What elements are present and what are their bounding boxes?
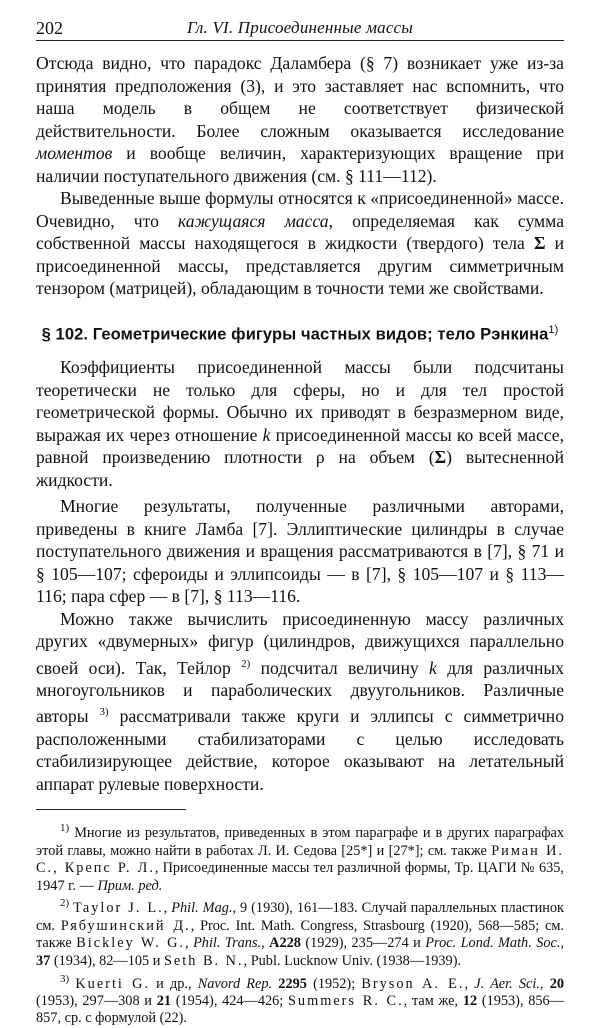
- text-run: Σ: [435, 447, 447, 467]
- text-run: 21: [157, 993, 171, 1009]
- text-run: 3): [100, 706, 109, 718]
- paragraph-coefficients: [36, 356, 564, 491]
- text-run: , Proc. Int. Math. Congress, Strasbourg (1920), 568—585; см. также: [36, 918, 564, 952]
- text-run: Многие результаты, полученные различными авторами, приведены в книге Ламба [7]. Эллиптические цилиндры в случае поступательного движения и вращения рассматриваются в [7], § 71 и § 105—107; сфероиды и эллипсоиды — в [7], § 105—107 и § 113—116; пара сфер — в [7], § 113—116.: [36, 496, 564, 606]
- text-run: (1954), 424—426;: [171, 993, 288, 1009]
- page-number: 202: [36, 18, 63, 39]
- text-run: и присоединенной массы, представляется другим симметричным тензором (матрицей), обладающим в точности теми же свойствами.: [36, 233, 564, 298]
- paragraph-apparent-mass: [36, 187, 564, 300]
- text-run: Риман И. С., Крепс Р. Л.: [36, 843, 564, 877]
- text-run: (1953), 297—308 и: [36, 993, 157, 1009]
- text-run: 2): [60, 897, 69, 909]
- footnote-2: [36, 895, 564, 970]
- paragraph-lamb-results: [36, 495, 564, 608]
- text-run: рассматривали также круги и эллипсы с симметрично расположенными стабилизаторами с целью исследовать стабилизирующее действие, которое оказывают на летательный аппарат рулевые поверхности.: [36, 706, 564, 794]
- text-run: ,: [560, 935, 564, 951]
- text-run: ,: [261, 935, 269, 951]
- text-run: и вообще величин, характеризующих вращение при наличии поступательного движения (см. § 111—112).: [36, 143, 564, 186]
- running-head: Гл. VI. Присоединенные массы: [36, 18, 564, 38]
- text-run: кажущаяся масса: [178, 211, 329, 231]
- footnote-3: [36, 971, 564, 1028]
- text-run: (1952);: [307, 975, 361, 991]
- text-run: J. Aer. Sci.: [474, 975, 540, 991]
- text-run: Phil. Trans.: [193, 935, 261, 951]
- text-run: Proc. Lond. Math. Soc.: [425, 935, 560, 951]
- text-run: (1929), 235—274 и: [301, 935, 425, 951]
- page-header: [36, 18, 564, 41]
- text-run: моментов: [36, 143, 112, 163]
- text-run: 2): [241, 658, 250, 670]
- text-run: Seth B. N.: [164, 953, 244, 969]
- text-run: и др.,: [150, 975, 198, 991]
- text-run: 2295: [278, 975, 307, 991]
- text-run: Kuerti G.: [75, 975, 150, 991]
- text-run: A228: [269, 935, 301, 951]
- text-run: ,: [185, 935, 193, 951]
- text-run: , Присоединенные массы тел различной формы, Тр. ЦАГИ № 635, 1947 г. —: [36, 860, 564, 894]
- text-run: 1): [60, 822, 69, 834]
- text-run: Bickley W. G.: [76, 935, 185, 951]
- page-body: [36, 52, 564, 1028]
- text-run: 3): [60, 973, 69, 985]
- text-run: , 9 (1930), 161—183. Случай параллельных пластинок см.: [36, 900, 564, 934]
- footnote-divider: [36, 809, 186, 810]
- text-run: ) вытесненной жидкости.: [36, 447, 564, 490]
- text-run: Прим. ред.: [97, 878, 162, 894]
- text-run: Phil. Mag.: [171, 900, 232, 916]
- text-run: Отсюда видно, что парадокс Даламбера (§ 7) возникает уже из-за принятия предположения (3), и это заставляет нас вспомнить, что наша модель в общем не соответствует физической действительности. Более сложным оказывается исследование: [36, 53, 564, 141]
- text-run: Можно также вычислить присоединенную массу различных других «двумерных» фигур (цилиндров, движущихся параллельно своей оси). Так, Тейлор: [36, 609, 564, 678]
- text-run: ,: [164, 900, 172, 916]
- text-run: Многие из результатов, приведенных в этом параграфе и в других параграфах этой главы, можно найти в работах Л. И. Седова [25*] и [27*]; см. также: [36, 825, 564, 859]
- text-run: Bryson A. E.: [361, 975, 464, 991]
- section-title-text: § 102. Геометрические фигуры частных видов; тело Рэнкина: [42, 325, 549, 343]
- text-run: 37: [36, 953, 50, 969]
- paragraph-two-dimensional: [36, 608, 564, 796]
- text-run: k: [263, 425, 271, 445]
- text-run: Рябушинский Д.: [61, 918, 191, 934]
- section-title: [36, 324, 564, 345]
- text-run: Taylor J. L.: [73, 900, 164, 916]
- text-run: (1953), 856—857, ср. с формулой (22).: [36, 993, 564, 1027]
- paragraph-dalamber: [36, 52, 564, 187]
- text-run: Коэффициенты присоединенной массы были подсчитаны теоретически не только для сферы, но и для тел простой геометрической формы. Обычно их приводят в безразмерном виде, выражая их через отношение: [36, 357, 564, 445]
- text-run: 20: [550, 975, 564, 991]
- text-run: Σ: [534, 233, 546, 253]
- text-run: Summers R. C.: [288, 993, 404, 1009]
- text-run: подсчитал величину: [250, 657, 429, 677]
- text-run: ,: [464, 975, 474, 991]
- text-run: 12: [463, 993, 477, 1009]
- text-run: для различных многоугольников и параболических двуугольников. Различные авторы: [36, 657, 564, 726]
- text-run: ,: [540, 975, 550, 991]
- text-run: присоединенной массы ко всей массе, равной произведению плотности ρ на объем (: [36, 425, 564, 468]
- text-run: k: [429, 657, 437, 677]
- text-run: Navord Rep.: [198, 975, 272, 991]
- text-run: (1934), 82—105 и: [50, 953, 164, 969]
- text-run: , Publ. Lucknow Univ. (1938—1939).: [244, 953, 461, 969]
- text-run: , там же,: [404, 993, 463, 1009]
- section-footnote-mark: 1): [548, 324, 558, 336]
- text-run: , определяемая как сумма собственной массы находящегося в жидкости (твердого) тела: [36, 211, 564, 254]
- text-run: Выведенные выше формулы относятся к «присоединенной» массе. Очевидно, что: [36, 188, 564, 231]
- footnote-1: [36, 820, 564, 895]
